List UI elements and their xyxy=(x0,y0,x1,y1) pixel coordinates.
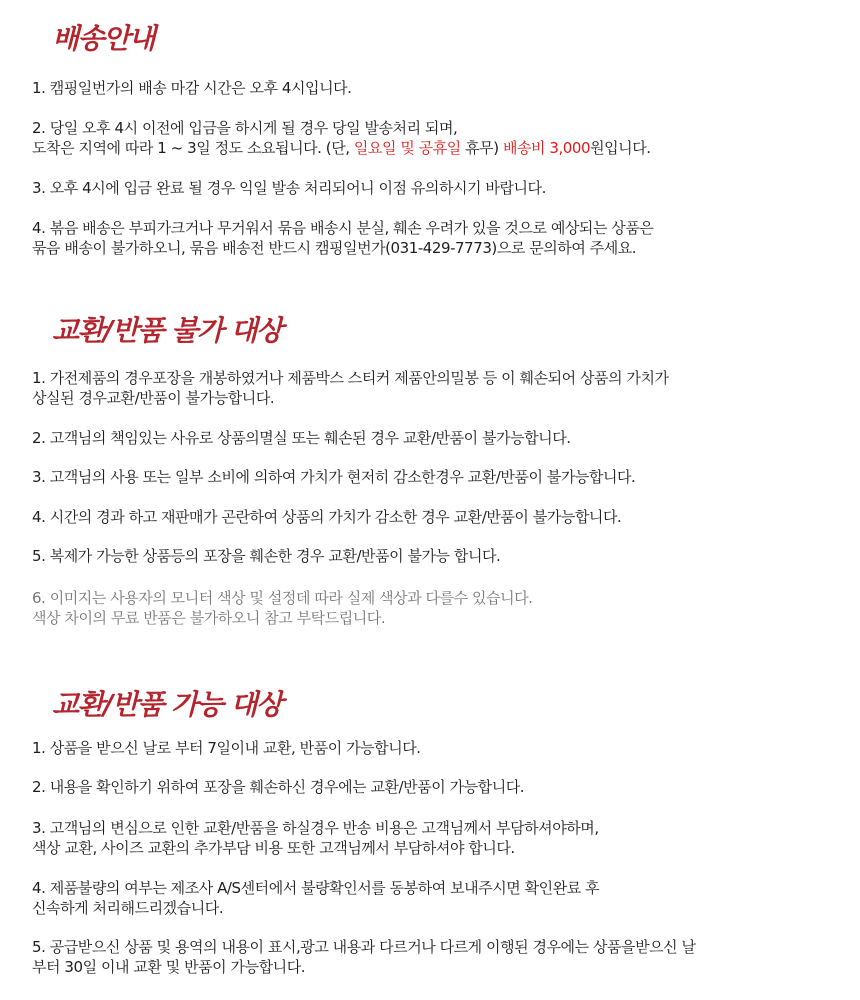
allowed-item-1: 1. 상품을 받으신 날로 부터 7일이내 교환, 반품이 가능합니다. xyxy=(32,739,421,757)
shipping-heading: 배송안내 xyxy=(52,22,155,55)
not-allowed-item-4: 4. 시간의 경과 하고 재판매가 곤란하여 상품의 가치가 감소한 경우 교환/반품이 불가능합니다. xyxy=(32,508,622,526)
not-allowed-item-6 xyxy=(32,588,847,628)
not-allowed-heading: 교환/반품 불가 대상 xyxy=(52,314,282,347)
allowed-item-5 xyxy=(32,937,847,977)
shipping-item-1: 1. 캠핑일번가의 배송 마감 시간은 오후 4시입니다. xyxy=(32,79,352,97)
allowed-item-5-line-2: 부터 30일 이내 교환 및 반품이 가능합니다. xyxy=(32,958,306,976)
shipping-item-3: 3. 오후 4시에 입금 완료 될 경우 익일 발송 처리되어니 이점 유의하시기 바랍니다. xyxy=(32,179,546,197)
allowed-item-5-line-1: 5. 공급받으신 상품 및 용역의 내용이 표시,광고 내용과 다르거나 다르게 이행된 경우에는 상품을받으신 날 xyxy=(32,938,696,956)
allowed-item-3-line-2: 색상 교환, 사이즈 교환의 추가부담 비용 또한 고객님께서 부담하셔야 합니다. xyxy=(32,839,515,857)
holiday-notice: 일요일 및 공휴일 xyxy=(353,139,461,157)
not-allowed-item-1-line-2: 상실된 경우교환/반품이 불가능합니다. xyxy=(32,389,275,407)
not-allowed-item-1 xyxy=(32,368,847,408)
allowed-item-3 xyxy=(32,818,847,858)
not-allowed-item-5: 5. 복제가 가능한 상품등의 포장을 훼손한 경우 교환/반품이 불가능 합니다. xyxy=(32,547,501,565)
not-allowed-item-2: 2. 고객님의 책임있는 사유로 상품의멸실 또는 훼손된 경우 교환/반품이 불가능합니다. xyxy=(32,429,571,447)
not-allowed-item-3: 3. 고객님의 사용 또는 일부 소비에 의하여 가치가 현저히 감소한경우 교환/반품이 불가능합니다. xyxy=(32,468,636,486)
not-allowed-item-1-line-1: 1. 가전제품의 경우포장을 개봉하였거나 제품박스 스티커 제품안의밀봉 등 이 훼손되어 상품의 가치가 xyxy=(32,369,669,387)
allowed-item-4-line-2: 신속하게 처리해드리겠습니다. xyxy=(32,899,224,917)
allowed-item-3-line-1: 3. 고객님의 변심으로 인한 교환/반품을 하실경우 반송 비용은 고객님께서 부담하셔야하며, xyxy=(32,819,599,837)
not-allowed-item-6-line-1: 6. 이미지는 사용자의 모니터 색상 및 설정데 따라 실제 색상과 다를수 있습니다. xyxy=(32,589,533,607)
allowed-item-4-line-1: 4. 제품불량의 여부는 제조사 A/S센터에서 불량확인서를 동봉하여 보내주시면 확인완료 후 xyxy=(32,879,600,897)
shipping-item-2-text-a: 도착은 지역에 따라 1 ~ 3일 정도 소요됩니다. (단, xyxy=(32,139,354,157)
allowed-item-2: 2. 내용을 확인하기 위하여 포장을 훼손하신 경우에는 교환/반품이 가능합니다. xyxy=(32,778,525,796)
shipping-item-4 xyxy=(32,218,847,258)
shipping-item-4-line-1: 4. 볶음 배송은 부피가크거나 무거워서 묶음 배송시 분실, 훼손 우려가 있을 것으로 예상되는 상품은 xyxy=(32,219,654,237)
shipping-item-4-line-2: 묶음 배송이 불가하오니, 묶음 배송전 반드시 캠핑일번가(031-429-7773)으로 문의하여 주세요. xyxy=(32,239,637,257)
shipping-item-2-text-c: 원입니다. xyxy=(590,139,651,157)
shipping-item-2-line-1: 2. 당일 오후 4시 이전에 입금을 하시게 될 경우 당일 발송처리 되며, xyxy=(32,119,458,137)
shipping-item-2 xyxy=(32,118,847,158)
allowed-item-4 xyxy=(32,878,847,918)
not-allowed-item-6-line-2: 색상 차이의 무료 반품은 불가하오니 참고 부탁드립니다. xyxy=(32,609,386,627)
shipping-item-2-line-2 xyxy=(32,138,847,158)
shipping-item-2-text-b: 휴무) xyxy=(460,139,503,157)
allowed-heading: 교환/반품 가능 대상 xyxy=(52,688,282,721)
shipping-fee: 배송비 3,000 xyxy=(502,139,591,157)
